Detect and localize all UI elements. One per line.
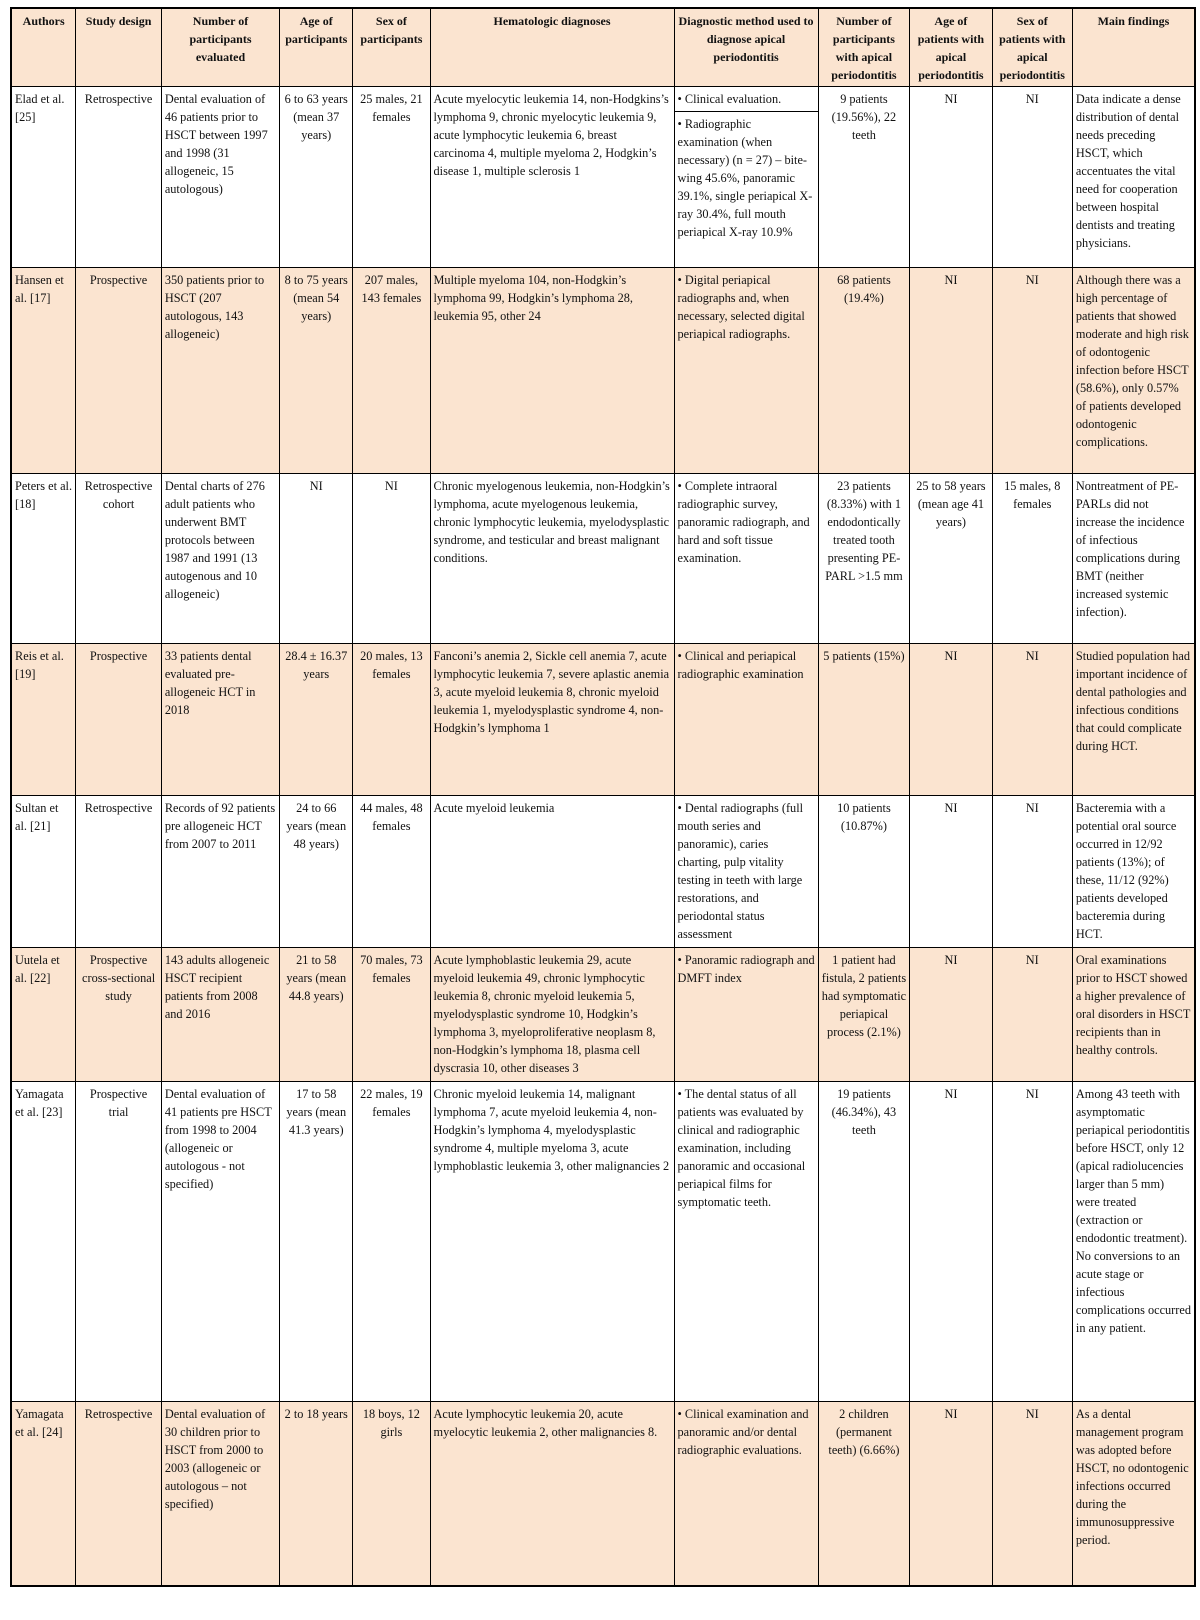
cell-design: Retrospective — [76, 796, 161, 948]
cell-method — [674, 87, 818, 268]
header-row — [11, 8, 1195, 87]
method-item: • Complete intraoral radiographic survey, panoramic radiograph, and hard and soft tissue examination. — [677, 479, 810, 565]
cell-design: Retrospective — [76, 87, 161, 268]
header-sex-participants: Sex of participants — [353, 8, 430, 87]
cell-ap-count: 19 patients (46.34%), 43 teeth — [818, 1082, 910, 1402]
cell-ap-age: NI — [910, 1402, 992, 1586]
header-sex-ap: Sex of patients with apical periodontitis — [992, 8, 1072, 87]
cell-ap-count: 1 patient had fistula, 2 patients had symptomatic periapical process (2.1%) — [818, 948, 910, 1082]
cell-design: Prospective — [76, 268, 161, 474]
header-age-ap: Age of patients with apical periodontitis — [910, 8, 992, 87]
cell-author: Yamagata et al. [23] — [11, 1082, 76, 1402]
method-item: • Digital periapical radiographs and, when necessary, selected digital periapical radiographs. — [677, 273, 805, 341]
cell-author: Uutela et al. [22] — [11, 948, 76, 1082]
cell-age: NI — [280, 474, 353, 644]
cell-age: 21 to 58 years (mean 44.8 years) — [280, 948, 353, 1082]
header-diagnostic-method: Diagnostic method used to diagnose apical periodontitis — [674, 8, 818, 87]
cell-participants: Dental evaluation of 41 patients pre HSCT from 1998 to 2004 (allogeneic or autologous - not specified) — [161, 1082, 279, 1402]
cell-author: Peters et al. [18] — [11, 474, 76, 644]
table-row — [11, 948, 1195, 1082]
cell-diagnoses: Acute myeloid leukemia — [430, 796, 674, 948]
cell-age: 28.4 ± 16.37 years — [280, 644, 353, 796]
cell-age: 24 to 66 years (mean 48 years) — [280, 796, 353, 948]
cell-ap-age: NI — [910, 948, 992, 1082]
cell-method — [674, 1082, 818, 1402]
cell-author: Hansen et al. [17] — [11, 268, 76, 474]
header-participants-evaluated: Number of participants evaluated — [161, 8, 279, 87]
table-container — [10, 7, 1196, 1587]
cell-participants: 33 patients dental evaluated pre-allogeneic HCT in 2018 — [161, 644, 279, 796]
cell-ap-age: NI — [910, 796, 992, 948]
cell-ap-sex: NI — [992, 1402, 1072, 1586]
cell-diagnoses: Multiple myeloma 104, non-Hodgkin’s lymphoma 99, Hodgkin’s lymphoma 28, leukemia 95, other 24 — [430, 268, 674, 474]
cell-age: 2 to 18 years — [280, 1402, 353, 1586]
cell-method — [674, 796, 818, 948]
cell-ap-sex: NI — [992, 268, 1072, 474]
cell-ap-count: 5 patients (15%) — [818, 644, 910, 796]
cell-participants: Dental evaluation of 30 children prior to HSCT from 2000 to 2003 (allogeneic or autologous – not specified) — [161, 1402, 279, 1586]
cell-findings: Studied population had important incidence of dental pathologies and infectious conditions that could complicate during HCT. — [1072, 644, 1195, 796]
cell-ap-sex: NI — [992, 87, 1072, 268]
cell-method — [674, 948, 818, 1082]
method-item: • Dental radiographs (full mouth series and panoramic), caries charting, pulp vitality testing in teeth with large restorations, and periodontal status assessment — [677, 801, 804, 941]
cell-ap-age: NI — [910, 268, 992, 474]
cell-author: Yamagata et al. [24] — [11, 1402, 76, 1586]
header-age-participants: Age of participants — [280, 8, 353, 87]
cell-author: Sultan et al. [21] — [11, 796, 76, 948]
cell-ap-sex: 15 males, 8 females — [992, 474, 1072, 644]
method-divider — [675, 111, 818, 112]
cell-ap-count: 10 patients (10.87%) — [818, 796, 910, 948]
header-hematologic-diagnoses: Hematologic diagnoses — [430, 8, 674, 87]
cell-design: Prospective trial — [76, 1082, 161, 1402]
cell-findings: Bacteremia with a potential oral source occurred in 12/92 patients (13%); of these, 11/12 (92%) patients developed bacteremia during HCT. — [1072, 796, 1195, 948]
cell-age: 17 to 58 years (mean 41.3 years) — [280, 1082, 353, 1402]
cell-ap-count: 68 patients (19.4%) — [818, 268, 910, 474]
cell-author: Elad et al. [25] — [11, 87, 76, 268]
table-row — [11, 87, 1195, 268]
cell-ap-sex: NI — [992, 644, 1072, 796]
method-item: • The dental status of all patients was evaluated by clinical and radiographic examination, including panoramic and occasional periapical films for symptomatic teeth. — [677, 1087, 806, 1209]
cell-findings: As a dental management program was adopted before HSCT, no odontogenic infections occurred during the immunosuppressive period. — [1072, 1402, 1195, 1586]
cell-method — [674, 644, 818, 796]
cell-sex: 18 boys, 12 girls — [353, 1402, 430, 1586]
cell-diagnoses: Acute myelocytic leukemia 14, non-Hodgkins’s lymphoma 9, chronic myelocytic leukemia 9, acute lymphocytic leukemia 6, breast carcinoma 4, multiple myeloma 2, Hodgkin’s disease 1, multiple sclerosis 1 — [430, 87, 674, 268]
cell-sex: 70 males, 73 females — [353, 948, 430, 1082]
studies-table — [10, 7, 1196, 1587]
cell-design: Prospective cross-sectional study — [76, 948, 161, 1082]
cell-ap-sex: NI — [992, 796, 1072, 948]
cell-ap-count: 9 patients (19.56%), 22 teeth — [818, 87, 910, 268]
cell-design: Prospective — [76, 644, 161, 796]
header-main-findings: Main findings — [1072, 8, 1195, 87]
cell-ap-age: 25 to 58 years (mean age 41 years) — [910, 474, 992, 644]
cell-findings: Although there was a high percentage of patients that showed moderate and high risk of odontogenic infection before HSCT (58.6%), only 0.57% of patients developed odontogenic complications. — [1072, 268, 1195, 474]
cell-sex: NI — [353, 474, 430, 644]
cell-findings: Nontreatment of PE-PARLs did not increase the incidence of infectious complications during BMT (neither increased systemic infection). — [1072, 474, 1195, 644]
cell-ap-age: NI — [910, 1082, 992, 1402]
table-row — [11, 1402, 1195, 1586]
cell-ap-age: NI — [910, 644, 992, 796]
header-study-design: Study design — [76, 8, 161, 87]
table-row — [11, 1082, 1195, 1402]
cell-design: Retrospective — [76, 1402, 161, 1586]
cell-age: 6 to 63 years (mean 37 years) — [280, 87, 353, 268]
cell-diagnoses: Acute lymphocytic leukemia 20, acute myelocytic leukemia 2, other malignancies 8. — [430, 1402, 674, 1586]
cell-findings: Among 43 teeth with asymptomatic periapical periodontitis before HSCT, only 12 (apical radiolucencies larger than 5 mm) were treated (extraction or endodontic treatment). No conversions to an acute stage or infectious complications occurred in any patient. — [1072, 1082, 1195, 1402]
cell-sex: 44 males, 48 females — [353, 796, 430, 948]
cell-method — [674, 268, 818, 474]
cell-diagnoses: Acute lymphoblastic leukemia 29, acute myeloid leukemia 49, chronic lymphocytic leukemia 8, chronic myeloid leukemia 5, myelodysplastic syndrome 10, Hodgkin’s lymphoma 3, myeloproliferative neoplasm 8, non-Hodgkin’s lymphoma 18, plasma cell dyscrasia 10, other diseases 3 — [430, 948, 674, 1082]
cell-diagnoses: Chronic myelogenous leukemia, non-Hodgkin’s lymphoma, acute myelogenous leukemia, chronic lymphocytic leukemia, myelodysplastic syndrome, and testicular and breast malignant conditions. — [430, 474, 674, 644]
cell-sex: 22 males, 19 females — [353, 1082, 430, 1402]
cell-method — [674, 474, 818, 644]
cell-ap-sex: NI — [992, 948, 1072, 1082]
cell-age: 8 to 75 years (mean 54 years) — [280, 268, 353, 474]
cell-participants: 350 patients prior to HSCT (207 autologous, 143 allogeneic) — [161, 268, 279, 474]
cell-ap-sex: NI — [992, 1082, 1072, 1402]
cell-sex: 25 males, 21 females — [353, 87, 430, 268]
cell-findings: Data indicate a dense distribution of dental needs preceding HSCT, which accentuates the vital need for cooperation between hospital dentists and treating physicians. — [1072, 87, 1195, 268]
cell-participants: Dental charts of 276 adult patients who underwent BMT protocols between 1987 and 1991 (13 autogenous and 10 allogeneic) — [161, 474, 279, 644]
method-item: • Clinical and periapical radiographic examination — [677, 649, 804, 681]
cell-participants: 143 adults allogeneic HSCT recipient patients from 2008 and 2016 — [161, 948, 279, 1082]
cell-diagnoses: Fanconi’s anemia 2, Sickle cell anemia 7, acute lymphocytic leukemia 7, severe aplastic anemia 3, acute myeloid leukemia 8, chronic myeloid leukemia 1, myelodysplastic syndrome 4, non-Hodgkin’s lymphoma 1 — [430, 644, 674, 796]
table-row — [11, 644, 1195, 796]
header-participants-ap: Number of participants with apical periodontitis — [818, 8, 910, 87]
cell-author: Reis et al. [19] — [11, 644, 76, 796]
cell-findings: Oral examinations prior to HSCT showed a higher prevalence of oral disorders in HSCT recipients than in healthy controls. — [1072, 948, 1195, 1082]
cell-diagnoses: Chronic myeloid leukemia 14, malignant lymphoma 7, acute myeloid leukemia 4, non-Hodgkin’s lymphoma 4, myelodysplastic syndrome 4, multiple myeloma 3, acute lymphoblastic leukemia 3, other malignancies 2 — [430, 1082, 674, 1402]
table-row — [11, 268, 1195, 474]
cell-design: Retrospective cohort — [76, 474, 161, 644]
method-item: • Radiographic examination (when necessary) (n = 27) – bite-wing 45.6%, panoramic 39.1%, single periapical X-ray 30.4%, full mouth periapical X-ray 10.9% — [677, 117, 813, 239]
cell-sex: 20 males, 13 females — [353, 644, 430, 796]
cell-ap-count: 2 children (permanent teeth) (6.66%) — [818, 1402, 910, 1586]
method-item: • Panoramic radiograph and DMFT index — [677, 953, 815, 985]
cell-sex: 207 males, 143 females — [353, 268, 430, 474]
method-item: • Clinical evaluation. — [677, 92, 782, 106]
cell-participants: Dental evaluation of 46 patients prior to HSCT between 1997 and 1998 (31 allogeneic, 15 autologous) — [161, 87, 279, 268]
table-row — [11, 474, 1195, 644]
cell-ap-age: NI — [910, 87, 992, 268]
method-item: • Clinical examination and panoramic and/or dental radiographic evaluations. — [677, 1407, 809, 1457]
header-authors: Authors — [11, 8, 76, 87]
table-row — [11, 796, 1195, 948]
cell-ap-count: 23 patients (8.33%) with 1 endodontically treated tooth presenting PE-PARL >1.5 mm — [818, 474, 910, 644]
cell-method — [674, 1402, 818, 1586]
cell-participants: Records of 92 patients pre allogeneic HCT from 2007 to 2011 — [161, 796, 279, 948]
